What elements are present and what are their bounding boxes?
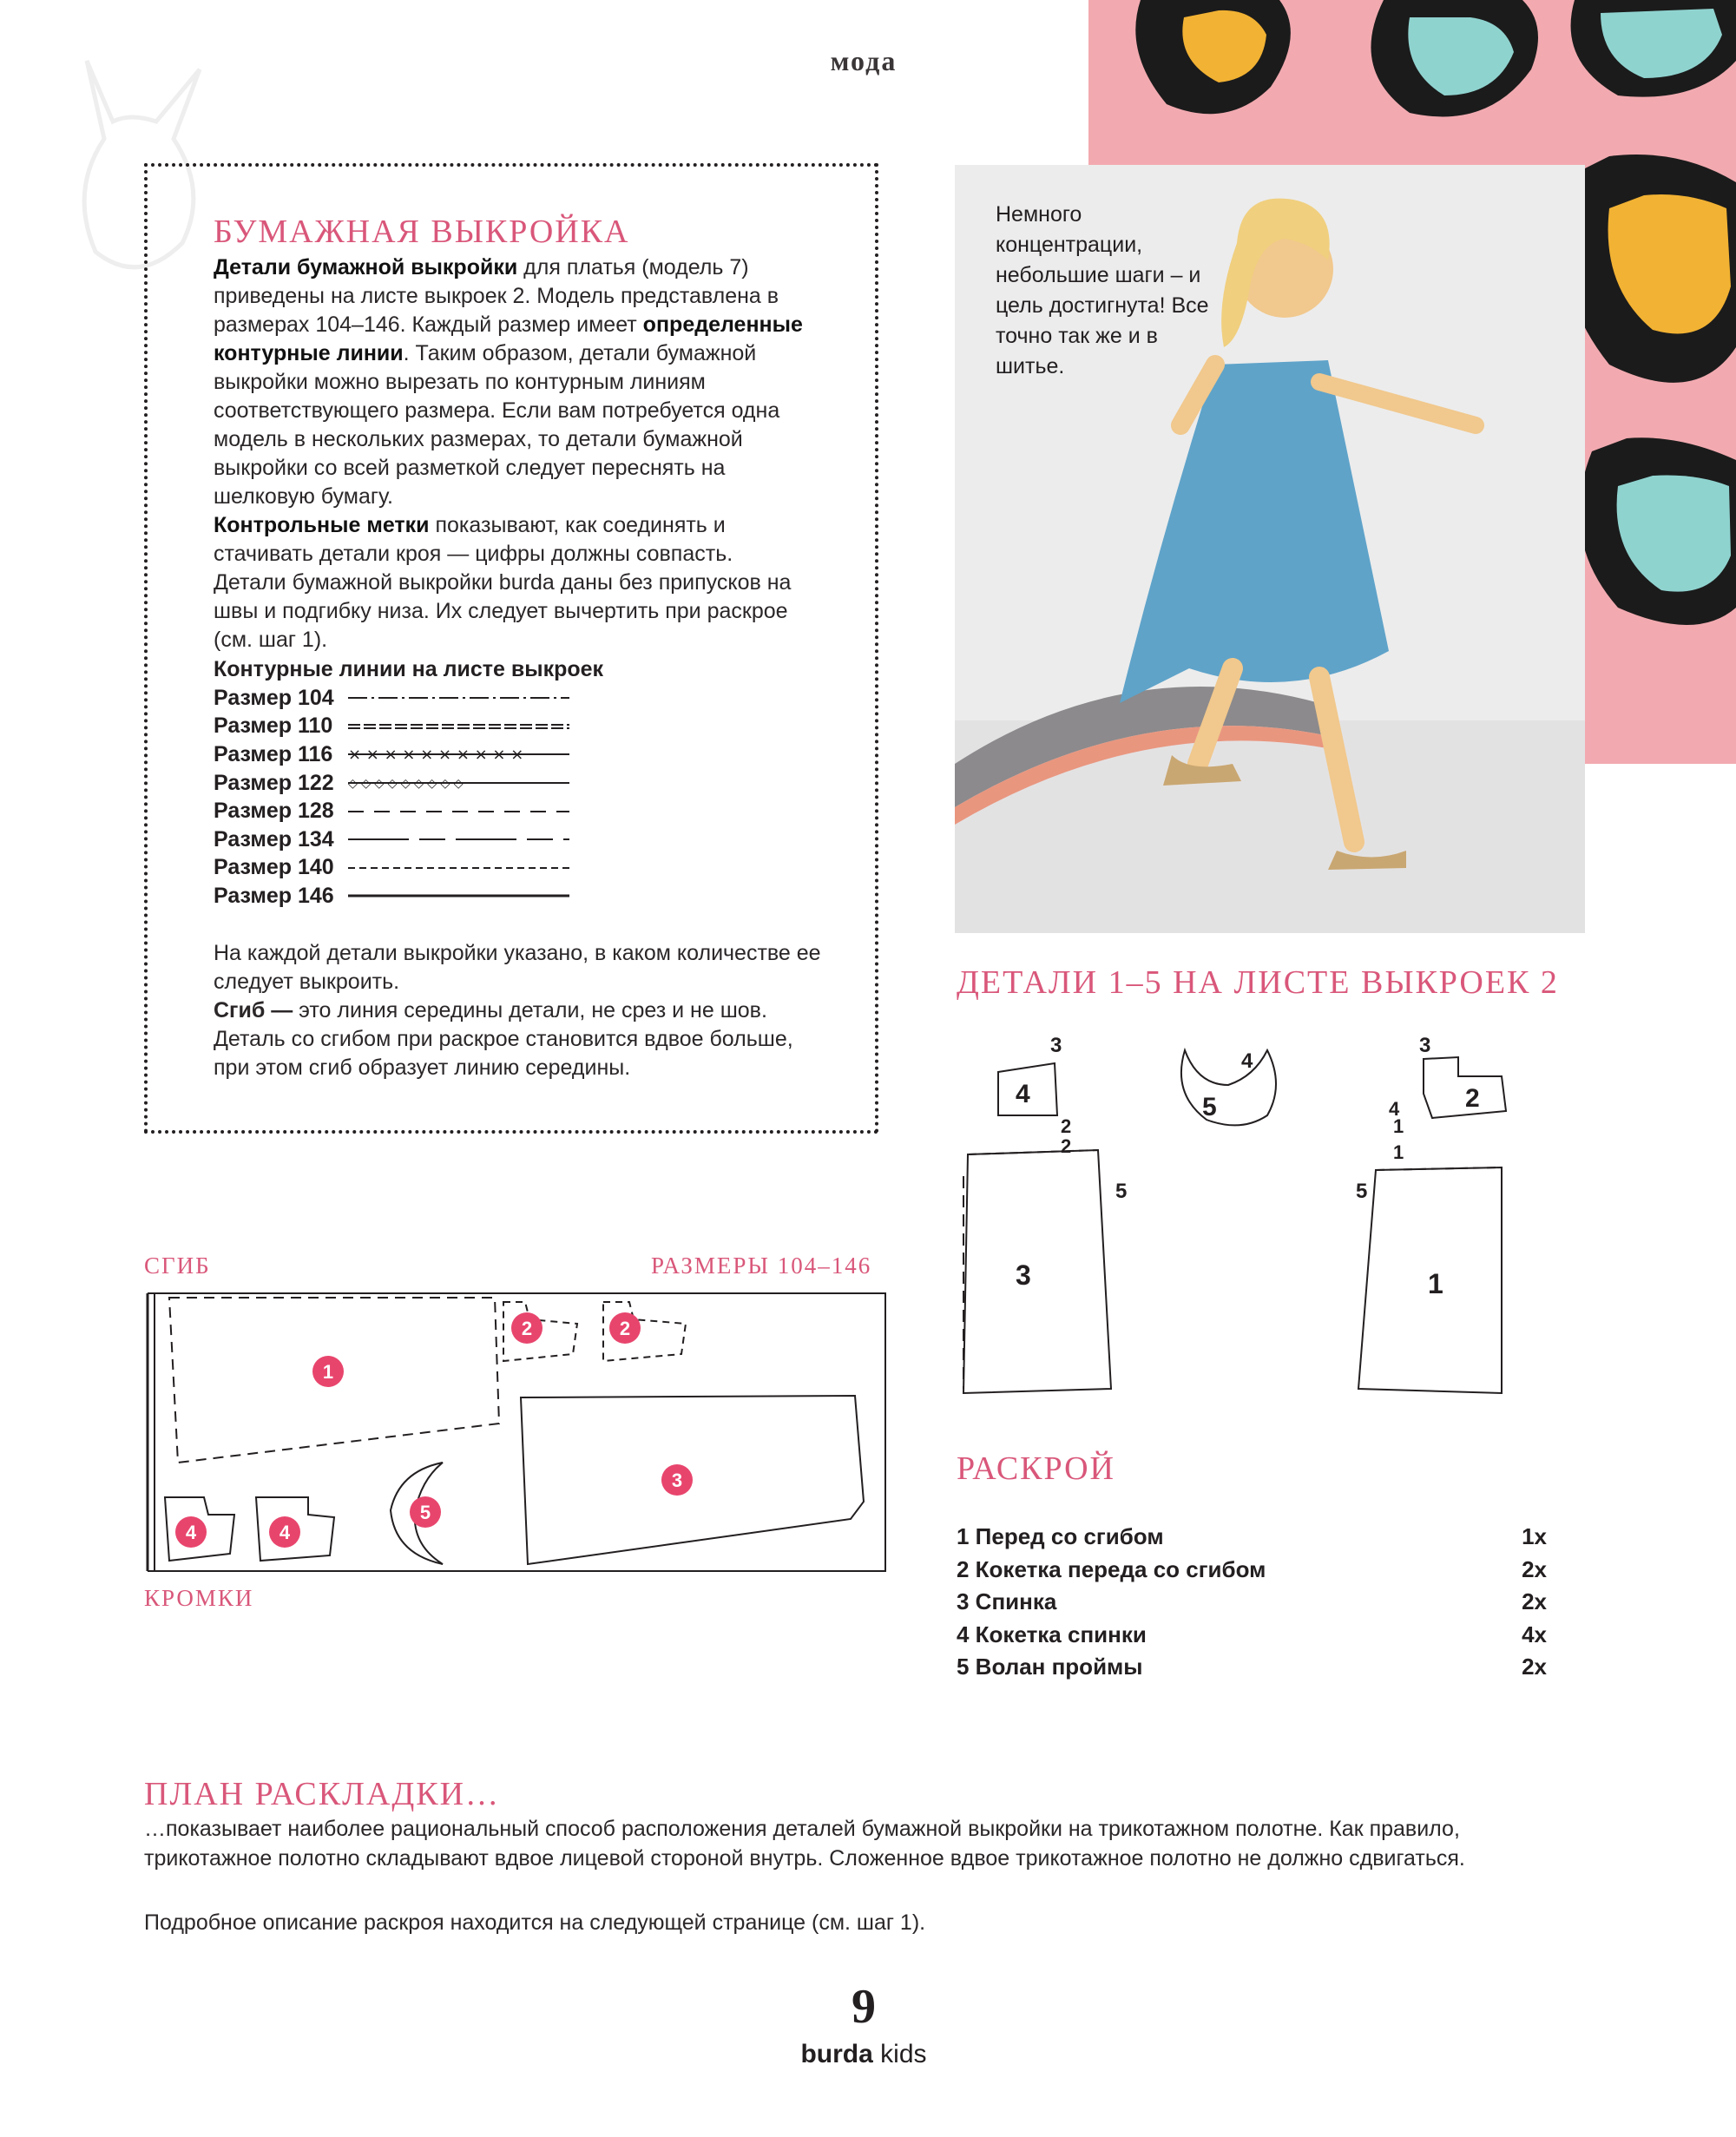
cutting-layout-diagram bbox=[139, 1285, 894, 1580]
cutting-list bbox=[957, 1521, 1547, 1684]
info-text bbox=[214, 253, 821, 654]
bold-term: Детали бумажной выкройки bbox=[214, 255, 518, 279]
size-label: Размер 146 bbox=[214, 883, 334, 908]
photo-caption: Немного концентрации, небольшие шаги – и цель достигнута! Все точно так же и в шитье. bbox=[996, 202, 1209, 378]
cutting-qty: 4x bbox=[1522, 1621, 1547, 1647]
piece-label-1: 1 bbox=[1428, 1268, 1443, 1299]
plan-note: Подробное описание раскроя находится на следующей странице (см. шаг 1). bbox=[144, 1910, 926, 1935]
mark-2: 2 bbox=[1061, 1115, 1072, 1137]
mark-1b: 1 bbox=[1393, 1141, 1404, 1163]
badge-label-4a: 4 bbox=[185, 1522, 197, 1543]
contour-row bbox=[214, 769, 821, 798]
mark-5-front: 5 bbox=[1356, 1180, 1368, 1203]
plan-text bbox=[144, 1814, 1576, 1972]
plan-title: ПЛАН РАСКЛАДКИ… bbox=[144, 1776, 501, 1812]
page-number: 9 bbox=[852, 1980, 876, 2034]
size-label: Размер 128 bbox=[214, 799, 334, 824]
paragraph-quantity: На каждой детали выкройки указано, в каком количестве ее следует выкроить. bbox=[214, 941, 821, 994]
paragraph-fold bbox=[214, 996, 821, 1082]
cutting-qty: 2x bbox=[1522, 1654, 1547, 1680]
line-style-solid bbox=[348, 887, 574, 904]
cutting-qty: 2x bbox=[1522, 1588, 1547, 1614]
badge-label-2a: 2 bbox=[521, 1318, 533, 1339]
bold-term: Сгиб — bbox=[214, 998, 293, 1022]
contour-row bbox=[214, 854, 821, 883]
brand-bold: burda bbox=[800, 2040, 873, 2068]
mark-4: 4 bbox=[1241, 1049, 1253, 1073]
paragraph-intro bbox=[214, 253, 821, 511]
line-style-fine-dash bbox=[348, 859, 574, 877]
badge-label-5: 5 bbox=[419, 1502, 431, 1523]
line-style-cross bbox=[348, 746, 574, 763]
badge-label-2b: 2 bbox=[619, 1318, 631, 1339]
mark-4-front: 4 bbox=[1389, 1098, 1400, 1120]
line-style-dashed bbox=[348, 803, 574, 820]
size-label: Размер 140 bbox=[214, 855, 334, 880]
badge-label-4b: 4 bbox=[279, 1522, 291, 1543]
cutting-item: 2 Кокетка переда со сгибом bbox=[957, 1555, 1266, 1582]
size-label: Размер 104 bbox=[214, 685, 334, 710]
contour-title: Контурные линии на листе выкроек bbox=[214, 657, 604, 681]
cutting-row bbox=[957, 1521, 1547, 1554]
text-span: показывают, как соединять и стачивать детали кроя — цифры должны совпасть. bbox=[214, 513, 733, 566]
bold-term: Контрольные метки bbox=[214, 513, 430, 537]
mark-2b: 2 bbox=[1061, 1135, 1072, 1157]
badge-label-1: 1 bbox=[322, 1361, 334, 1383]
cutting-row bbox=[957, 1619, 1547, 1652]
cutting-item: 1 Перед со сгибом bbox=[957, 1523, 1164, 1549]
cutting-item: 5 Волан проймы bbox=[957, 1654, 1143, 1680]
contour-row bbox=[214, 684, 821, 713]
size-label: Размер 134 bbox=[214, 826, 334, 852]
pattern-pieces-drawing bbox=[955, 1024, 1562, 1424]
brand-rest: kids bbox=[872, 2040, 927, 2068]
mark-1: 1 bbox=[1393, 1115, 1404, 1137]
piece-label-3: 3 bbox=[1016, 1259, 1031, 1291]
size-label: Размер 122 bbox=[214, 770, 334, 795]
piece-label-4: 4 bbox=[1016, 1080, 1030, 1108]
cutting-row bbox=[957, 1554, 1547, 1587]
contour-legend bbox=[214, 655, 821, 911]
selvedge-label: КРОМКИ bbox=[144, 1585, 254, 1611]
mark-3-front: 3 bbox=[1419, 1034, 1431, 1057]
contour-row bbox=[214, 713, 821, 741]
brand bbox=[0, 2040, 1727, 2069]
sizes-label: РАЗМЕРЫ 104–146 bbox=[651, 1253, 872, 1279]
text-span: . Таким образом, детали бумажной выкройки можно вырезать по контурным линиям соответствующего размера. Если вам потребуется одна модель в нескольких размерах, то детали бумажной выкройки со всей разметкой следует переснять на шелковую бумагу. bbox=[214, 341, 780, 509]
line-style-dash-dot bbox=[348, 689, 574, 707]
mark-5: 5 bbox=[1115, 1180, 1128, 1203]
svg-text:× × × × × × × × × ×: × × × × × × × × × × bbox=[348, 746, 524, 764]
badge-label-3: 3 bbox=[671, 1470, 683, 1491]
text-span: для платья (модель 7) приведены на листе выкроек 2. Модель представлена в размерах 104–146. Каждый размер имеет bbox=[214, 255, 779, 337]
cutting-row bbox=[957, 1651, 1547, 1684]
line-style-long-short bbox=[348, 831, 574, 848]
paragraph-marks bbox=[214, 511, 821, 569]
bold-term: определенные контурные линии bbox=[214, 312, 803, 365]
paragraph-seams: Детали бумажной выкройки burda даны без припусков на швы и подгибку низа. Их следует вычертить при раскрое (см. шаг 1). bbox=[214, 570, 792, 652]
cutting-row bbox=[957, 1586, 1547, 1619]
size-label: Размер 110 bbox=[214, 713, 333, 739]
contour-row bbox=[214, 797, 821, 825]
cutting-item: 3 Спинка bbox=[957, 1588, 1057, 1614]
fold-label: СГИБ bbox=[144, 1253, 211, 1279]
piece-label-2: 2 bbox=[1465, 1084, 1480, 1113]
piece-label-5: 5 bbox=[1202, 1093, 1217, 1121]
size-label: Размер 116 bbox=[214, 741, 333, 766]
section-tag: мода bbox=[830, 45, 898, 76]
cutting-qty: 1x bbox=[1522, 1523, 1547, 1549]
svg-text:◇ ◇ ◇ ◇ ◇ ◇ ◇ ◇ ◇: ◇ ◇ ◇ ◇ ◇ ◇ ◇ ◇ ◇ bbox=[348, 777, 464, 792]
info-title: БУМАЖНАЯ ВЫКРОЙКА bbox=[214, 214, 630, 250]
line-style-diamond bbox=[348, 774, 574, 792]
cutting-qty: 2x bbox=[1522, 1555, 1547, 1582]
contour-row bbox=[214, 740, 821, 769]
cutting-item: 4 Кокетка спинки bbox=[957, 1621, 1147, 1647]
line-style-double bbox=[348, 718, 574, 735]
details-title: ДЕТАЛИ 1–5 НА ЛИСТЕ ВЫКРОЕК 2 bbox=[957, 964, 1559, 1001]
cutting-title: РАСКРОЙ bbox=[957, 1450, 1115, 1487]
contour-row bbox=[214, 825, 821, 854]
mark-3: 3 bbox=[1050, 1034, 1062, 1057]
contour-row bbox=[214, 882, 821, 911]
text-span: это линия середины детали, не срез и не шов. Деталь со сгибом при раскрое становится вдвое больше, при этом сгиб образует линию середины. bbox=[214, 998, 793, 1080]
plan-description: …показывает наиболее рациональный способ расположения деталей бумажной выкройки на трикотажном полотне. Как правило, трикотажное полотно складывают вдвое лицевой стороной внутрь. Сложенное вдвое трикотажное полотно не должно сдвигаться. bbox=[144, 1817, 1465, 1871]
info-text-bottom bbox=[214, 939, 821, 1082]
